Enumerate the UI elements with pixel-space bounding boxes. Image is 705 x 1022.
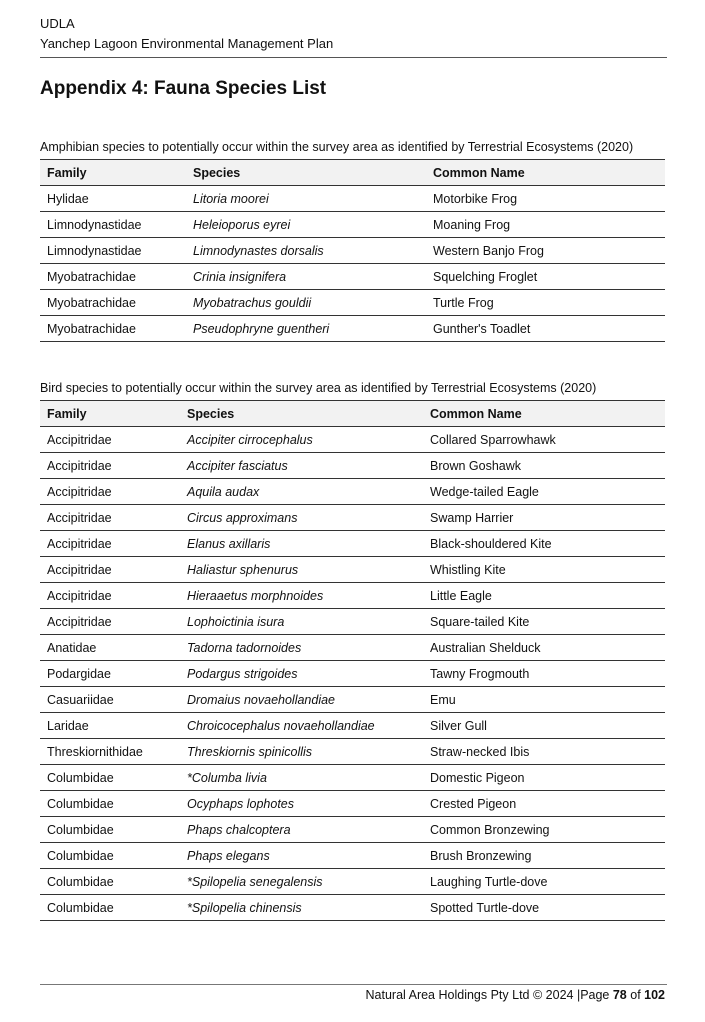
table-row	[40, 791, 665, 817]
table-row	[40, 765, 665, 791]
cell-species: Heleioporus eyrei	[186, 212, 426, 238]
table-header-row	[40, 160, 665, 186]
cell-common-name: Australian Shelduck	[423, 635, 665, 661]
cell-species: Accipiter cirrocephalus	[180, 427, 423, 453]
header-divider	[40, 57, 667, 58]
cell-common-name: Straw-necked Ibis	[423, 739, 665, 765]
cell-species: *Spilopelia senegalensis	[180, 869, 423, 895]
cell-family: Accipitridae	[40, 427, 180, 453]
cell-species: Limnodynastes dorsalis	[186, 238, 426, 264]
cell-family: Podargidae	[40, 661, 180, 687]
cell-common-name: Crested Pigeon	[423, 791, 665, 817]
cell-common-name: Spotted Turtle-dove	[423, 895, 665, 921]
cell-species: Pseudophryne guentheri	[186, 316, 426, 342]
cell-common-name: Squelching Froglet	[426, 264, 665, 290]
column-header-family: Family	[40, 160, 186, 186]
cell-species: Myobatrachus gouldii	[186, 290, 426, 316]
table-row	[40, 869, 665, 895]
cell-family: Accipitridae	[40, 453, 180, 479]
header-organization: UDLA	[40, 16, 75, 31]
cell-common-name: Gunther's Toadlet	[426, 316, 665, 342]
table-header-row	[40, 401, 665, 427]
table-row	[40, 583, 665, 609]
cell-family: Columbidae	[40, 869, 180, 895]
cell-common-name: Silver Gull	[423, 713, 665, 739]
footer-page-number: 78	[612, 988, 627, 1002]
cell-species: Lophoictinia isura	[180, 609, 423, 635]
cell-species: Haliastur sphenurus	[180, 557, 423, 583]
cell-species: Phaps elegans	[180, 843, 423, 869]
cell-common-name: Motorbike Frog	[426, 186, 665, 212]
cell-family: Accipitridae	[40, 531, 180, 557]
cell-species: Crinia insignifera	[186, 264, 426, 290]
cell-species: Aquila audax	[180, 479, 423, 505]
cell-family: Accipitridae	[40, 583, 180, 609]
table-row	[40, 609, 665, 635]
cell-species: Ocyphaps lophotes	[180, 791, 423, 817]
page-title: Appendix 4: Fauna Species List	[40, 78, 327, 99]
bird-table	[40, 400, 665, 921]
cell-family: Accipitridae	[40, 505, 180, 531]
table-row	[40, 739, 665, 765]
table-row	[40, 238, 665, 264]
column-header-common-name: Common Name	[426, 160, 665, 186]
cell-common-name: Brown Goshawk	[423, 453, 665, 479]
cell-family: Limnodynastidae	[40, 212, 186, 238]
amphibian-table-caption: Amphibian species to potentially occur within the survey area as identified by Terrestrial Ecosystems (2020)	[40, 140, 634, 154]
table-row	[40, 316, 665, 342]
cell-common-name: Common Bronzewing	[423, 817, 665, 843]
page-header	[40, 14, 667, 54]
cell-species: Circus approximans	[180, 505, 423, 531]
table-row	[40, 505, 665, 531]
table-row	[40, 479, 665, 505]
cell-family: Columbidae	[40, 843, 180, 869]
cell-common-name: Collared Sparrowhawk	[423, 427, 665, 453]
table-row	[40, 635, 665, 661]
cell-common-name: Square-tailed Kite	[423, 609, 665, 635]
cell-common-name: Laughing Turtle-dove	[423, 869, 665, 895]
cell-species: *Columba livia	[180, 765, 423, 791]
cell-species: Tadorna tadornoides	[180, 635, 423, 661]
table-row	[40, 427, 665, 453]
bird-table-caption: Bird species to potentially occur within the survey area as identified by Terrestrial Ecosystems (2020)	[40, 381, 597, 395]
table-row	[40, 290, 665, 316]
cell-family: Myobatrachidae	[40, 316, 186, 342]
cell-common-name: Swamp Harrier	[423, 505, 665, 531]
cell-common-name: Whistling Kite	[423, 557, 665, 583]
cell-common-name: Western Banjo Frog	[426, 238, 665, 264]
table-row	[40, 531, 665, 557]
cell-family: Myobatrachidae	[40, 290, 186, 316]
cell-common-name: Emu	[423, 687, 665, 713]
cell-species: Phaps chalcoptera	[180, 817, 423, 843]
cell-family: Columbidae	[40, 895, 180, 921]
cell-species: Dromaius novaehollandiae	[180, 687, 423, 713]
cell-family: Hylidae	[40, 186, 186, 212]
bird-table-body	[40, 427, 665, 921]
table-row	[40, 687, 665, 713]
table-row	[40, 713, 665, 739]
cell-family: Columbidae	[40, 791, 180, 817]
cell-common-name: Black-shouldered Kite	[423, 531, 665, 557]
cell-family: Columbidae	[40, 765, 180, 791]
table-row	[40, 661, 665, 687]
cell-common-name: Brush Bronzewing	[423, 843, 665, 869]
table-row	[40, 895, 665, 921]
header-document-title: Yanchep Lagoon Environmental Management Plan	[40, 36, 334, 51]
cell-species: Podargus strigoides	[180, 661, 423, 687]
cell-common-name: Little Eagle	[423, 583, 665, 609]
table-row	[40, 186, 665, 212]
cell-species: Chroicocephalus novaehollandiae	[180, 713, 423, 739]
cell-common-name: Turtle Frog	[426, 290, 665, 316]
cell-family: Accipitridae	[40, 479, 180, 505]
cell-family: Columbidae	[40, 817, 180, 843]
table-row	[40, 557, 665, 583]
cell-family: Laridae	[40, 713, 180, 739]
cell-family: Accipitridae	[40, 609, 180, 635]
cell-family: Myobatrachidae	[40, 264, 186, 290]
table-row	[40, 453, 665, 479]
cell-common-name: Domestic Pigeon	[423, 765, 665, 791]
amphibian-table-body	[40, 186, 665, 342]
cell-family: Casuariidae	[40, 687, 180, 713]
cell-species: Accipiter fasciatus	[180, 453, 423, 479]
footer-total-pages: 102	[644, 988, 665, 1002]
footer-divider	[40, 984, 667, 985]
cell-species: Threskiornis spinicollis	[180, 739, 423, 765]
page-footer	[366, 988, 665, 1002]
column-header-species: Species	[186, 160, 426, 186]
cell-common-name: Wedge-tailed Eagle	[423, 479, 665, 505]
cell-species: *Spilopelia chinensis	[180, 895, 423, 921]
table-row	[40, 212, 665, 238]
column-header-species: Species	[180, 401, 423, 427]
cell-family: Threskiornithidae	[40, 739, 180, 765]
cell-species: Hieraaetus morphnoides	[180, 583, 423, 609]
cell-family: Accipitridae	[40, 557, 180, 583]
cell-family: Limnodynastidae	[40, 238, 186, 264]
footer-copyright: Natural Area Holdings Pty Ltd © 2024 |Page	[365, 988, 613, 1002]
cell-common-name: Moaning Frog	[426, 212, 665, 238]
column-header-common-name: Common Name	[423, 401, 665, 427]
table-row	[40, 817, 665, 843]
footer-of: of	[626, 988, 645, 1002]
table-row	[40, 843, 665, 869]
cell-species: Elanus axillaris	[180, 531, 423, 557]
table-row	[40, 264, 665, 290]
amphibian-table	[40, 159, 665, 342]
column-header-family: Family	[40, 401, 180, 427]
cell-common-name: Tawny Frogmouth	[423, 661, 665, 687]
cell-species: Litoria moorei	[186, 186, 426, 212]
cell-family: Anatidae	[40, 635, 180, 661]
